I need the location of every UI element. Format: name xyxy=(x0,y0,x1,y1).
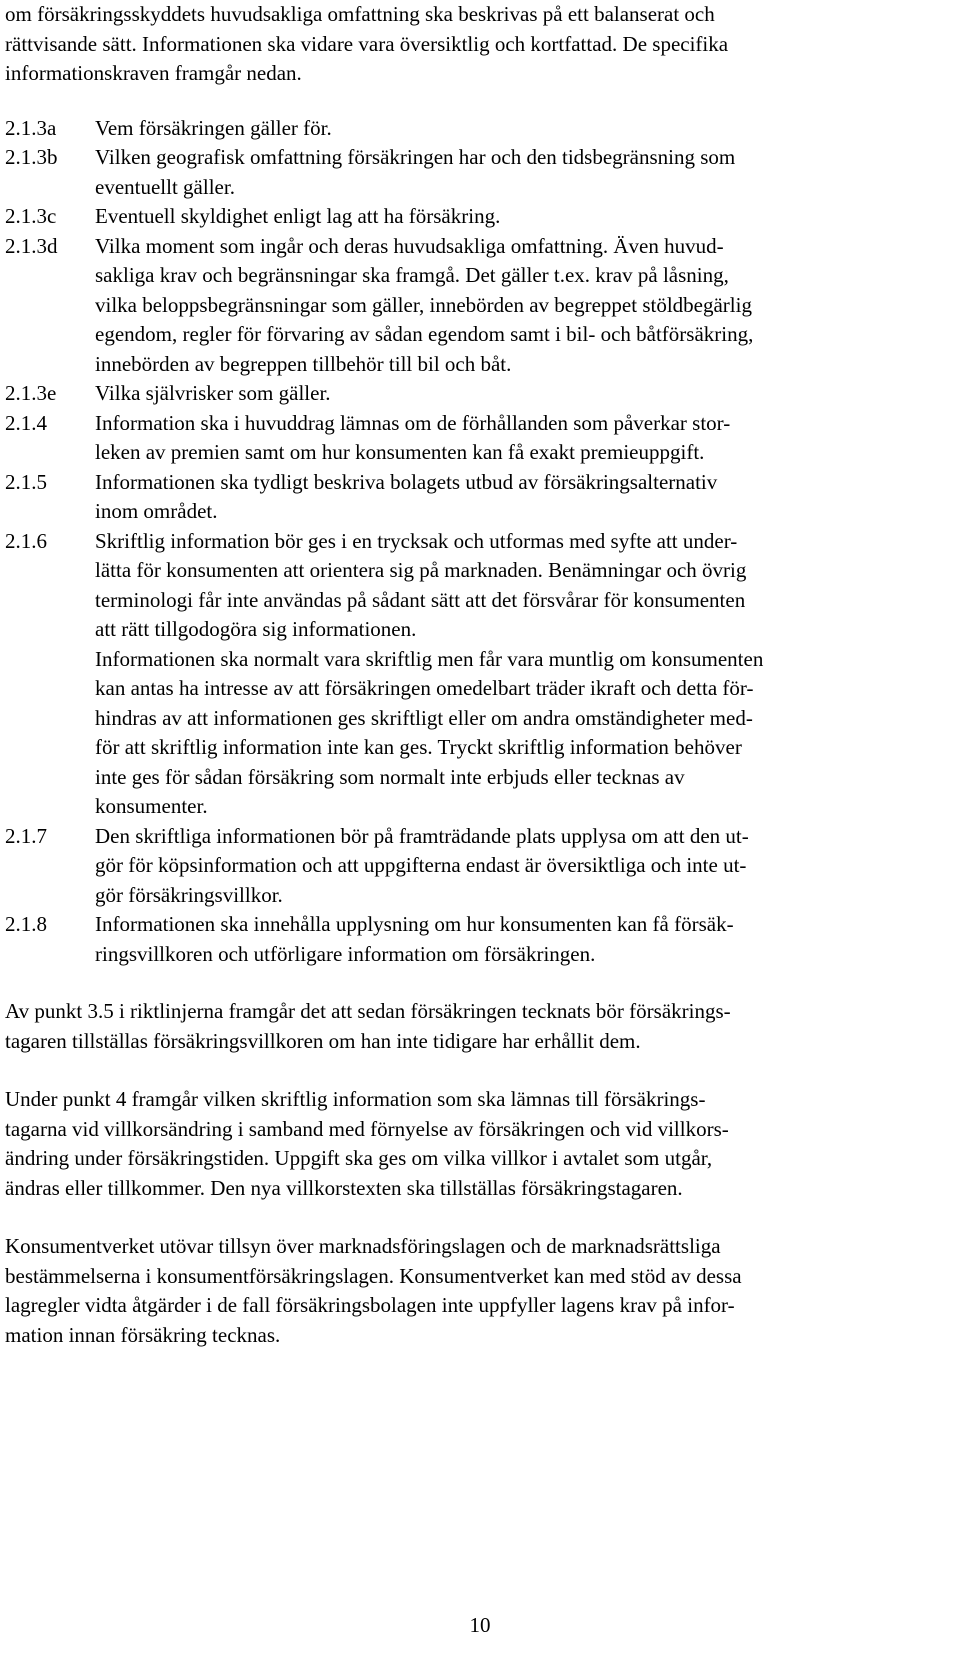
text-line: Information ska i huvuddrag lämnas om de förhållanden som påverkar stor- xyxy=(95,410,731,435)
text-line: innebörden av begreppen tillbehör till bil och båt. xyxy=(95,351,512,376)
text-line: mation innan försäkring tecknas. xyxy=(5,1322,281,1347)
text-line: ringsvillkoren och utförligare information om försäkringen. xyxy=(95,941,596,966)
list-item xyxy=(5,143,950,202)
text-line: om försäkringsskyddets huvudsakliga omfattning ska beskrivas på ett balanserat och xyxy=(5,2,715,26)
requirements-list xyxy=(5,114,950,970)
text-line: för att skriftlig information inte kan ges. Tryckt skriftlig information behöver xyxy=(95,735,742,759)
page-number: 10 xyxy=(469,1613,491,1637)
text-line: Informationen ska tydligt beskriva bolagets utbud av försäkringsalternativ xyxy=(95,469,718,494)
item-text xyxy=(95,822,950,911)
text-line: terminologi får inte användas på sådant sätt att det försvårar för konsumenten xyxy=(95,587,746,612)
item-number: 2.1.3c xyxy=(5,204,57,228)
item-text xyxy=(95,202,950,232)
list-item xyxy=(5,202,950,232)
item-number: 2.1.6 xyxy=(5,528,47,553)
text-line: lätta för konsumenten att orientera sig på marknaden. Benämningar och övrig xyxy=(95,558,747,582)
list-item xyxy=(5,527,950,822)
text-line: gör för köpsinformation och att uppgifterna endast är översiktliga och inte ut- xyxy=(95,853,747,877)
text-line: tagaren tillställas försäkringsvillkoren om han inte tidigare har erhållit dem. xyxy=(5,1028,641,1053)
text-line: tagarna vid villkorsändring i samband med förnyelse av försäkringen och vid villkors- xyxy=(5,1116,729,1141)
item-number: 2.1.3b xyxy=(5,145,58,169)
item-number: 2.1.5 xyxy=(5,469,47,494)
body-paragraph xyxy=(5,997,950,1056)
item-number: 2.1.3d xyxy=(5,233,58,258)
list-item xyxy=(5,468,950,527)
text-line: eventuellt gäller. xyxy=(95,174,235,199)
list-item xyxy=(5,822,950,911)
text-line: Vilka moment som ingår och deras huvudsakliga omfattning. Även huvud- xyxy=(95,233,724,258)
text-line: Vem försäkringen gäller för. xyxy=(95,115,332,140)
item-number: 2.1.3a xyxy=(5,115,57,140)
text-line: inte ges för sådan försäkring som normalt inte erbjuds eller tecknas av xyxy=(95,764,685,789)
text-line: inom området. xyxy=(95,499,218,523)
list-item xyxy=(5,114,950,144)
list-item xyxy=(5,379,950,409)
item-number: 2.1.3e xyxy=(5,381,57,405)
item-text xyxy=(95,379,950,409)
text-line: leken av premien samt om hur konsumenten kan få exakt premieuppgift. xyxy=(95,440,705,464)
text-line: Vilken geografisk omfattning försäkringen har och den tidsbegränsning som xyxy=(95,145,736,169)
item-number: 2.1.8 xyxy=(5,912,47,936)
item-text xyxy=(95,468,950,527)
text-line: lagregler vidta åtgärder i de fall försäkringsbolagen inte uppfyller lagens krav på infor- xyxy=(5,1293,735,1317)
text-line: bestämmelserna i konsumentförsäkringslagen. Konsumentverket kan med stöd av dessa xyxy=(5,1263,742,1288)
item-text xyxy=(95,232,950,380)
item-text xyxy=(95,409,950,468)
text-line: kan antas ha intresse av att försäkringen omedelbart träder ikraft och detta för- xyxy=(95,676,754,700)
text-line: Under punkt 4 framgår vilken skriftlig information som ska lämnas till försäkrings- xyxy=(5,1087,706,1111)
text-line: vilka beloppsbegränsningar som gäller, innebörden av begreppet stöldbegärlig xyxy=(95,292,752,317)
document-page xyxy=(5,0,950,1350)
text-line: hindras av att informationen ges skriftligt eller om andra omständigheter med- xyxy=(95,705,753,730)
text-line: gör försäkringsvillkor. xyxy=(95,882,283,907)
item-text xyxy=(95,527,950,822)
text-line: Eventuell skyldighet enligt lag att ha försäkring. xyxy=(95,204,501,228)
text-line: Vilka självrisker som gäller. xyxy=(95,381,331,405)
item-text xyxy=(95,910,950,969)
item-text xyxy=(95,114,950,144)
text-line: rättvisande sätt. Informationen ska vidare vara översiktlig och kortfattad. De specifika xyxy=(5,31,729,56)
text-line: Av punkt 3.5 i riktlinjerna framgår det att sedan försäkringen tecknats bör försäkrings- xyxy=(5,999,731,1023)
text-line: Den skriftliga informationen bör på framträdande plats upplysa om att den ut- xyxy=(95,823,749,848)
text-line: Skriftlig information bör ges i en trycksak och utformas med syfte att under- xyxy=(95,528,738,553)
item-text xyxy=(95,143,950,202)
item-number: 2.1.4 xyxy=(5,410,47,435)
text-line: Informationen ska normalt vara skriftlig men får vara muntlig om konsumenten xyxy=(95,646,764,671)
text-line: informationskraven framgår nedan. xyxy=(5,61,302,85)
item-number: 2.1.7 xyxy=(5,823,47,848)
list-item xyxy=(5,910,950,969)
body-paragraph xyxy=(5,1085,950,1203)
text-line: Informationen ska innehålla upplysning om hur konsumenten kan få försäk- xyxy=(95,912,734,936)
text-line: att rätt tillgodogöra sig informationen. xyxy=(95,617,417,641)
text-line: sakliga krav och begränsningar ska framgå. Det gäller t.ex. krav på låsning, xyxy=(95,263,729,287)
text-line: ändras eller tillkommer. Den nya villkorstexten ska tillställas försäkringstagaren. xyxy=(5,1175,683,1200)
list-item xyxy=(5,232,950,380)
intro-paragraph xyxy=(5,0,950,89)
text-line: egendom, regler för förvaring av sådan egendom samt i bil- och båtförsäkring, xyxy=(95,322,754,346)
text-line: konsumenter. xyxy=(95,794,208,818)
body-paragraph xyxy=(5,1232,950,1350)
text-line: ändring under försäkringstiden. Uppgift ska ges om vilka villkor i avtalet som utgår, xyxy=(5,1146,713,1170)
list-item xyxy=(5,409,950,468)
text-line: Konsumentverket utövar tillsyn över marknadsföringslagen och de marknadsrättsliga xyxy=(5,1234,721,1258)
